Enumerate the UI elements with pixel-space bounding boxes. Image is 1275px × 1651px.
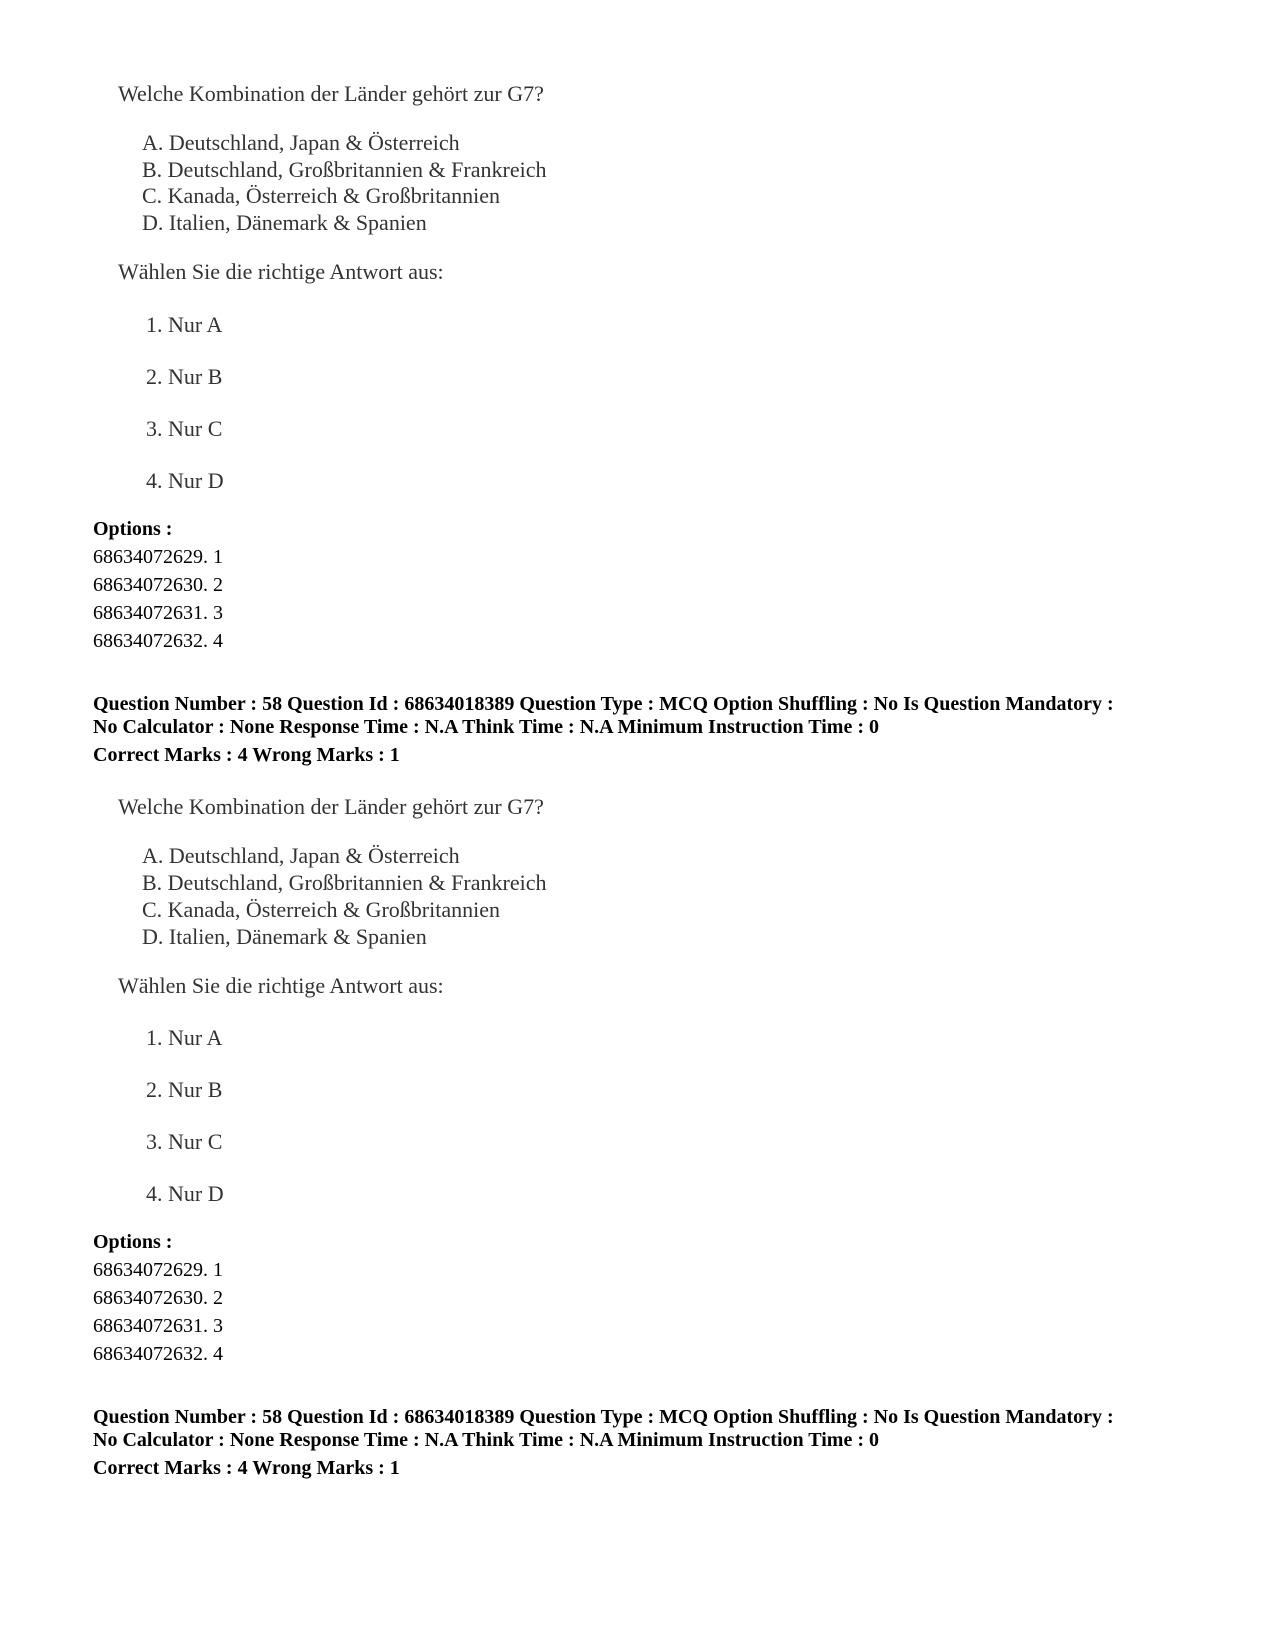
question-text: Welche Kombination der Länder gehört zur G7?: [118, 81, 544, 106]
option-item: 68634072629. 1: [93, 1259, 223, 1281]
option-item: 68634072632. 4: [93, 630, 223, 652]
choice-4: 4. Nur D: [146, 468, 224, 493]
choice-3: 3. Nur C: [146, 416, 223, 441]
question-meta-line: No Calculator : None Response Time : N.A Think Time : N.A Minimum Instruction Time : 0: [93, 1429, 879, 1451]
statement-b: B. Deutschland, Großbritannien & Frankreich: [142, 870, 547, 895]
options-heading: Options :: [93, 1231, 173, 1253]
answer-prompt: Wählen Sie die richtige Antwort aus:: [118, 973, 444, 998]
choice-1: 1. Nur A: [146, 312, 223, 337]
option-item: 68634072632. 4: [93, 1343, 223, 1365]
statement-a: A. Deutschland, Japan & Österreich: [142, 843, 460, 868]
statement-d: D. Italien, Dänemark & Spanien: [142, 210, 427, 235]
statement-a: A. Deutschland, Japan & Österreich: [142, 130, 460, 155]
option-item: 68634072631. 3: [93, 602, 223, 624]
question-text: Welche Kombination der Länder gehört zur G7?: [118, 794, 544, 819]
statement-b: B. Deutschland, Großbritannien & Frankreich: [142, 157, 547, 182]
options-heading: Options :: [93, 518, 173, 540]
marks-line: Correct Marks : 4 Wrong Marks : 1: [93, 1457, 400, 1479]
option-item: 68634072630. 2: [93, 1287, 223, 1309]
option-item: 68634072630. 2: [93, 574, 223, 596]
answer-prompt: Wählen Sie die richtige Antwort aus:: [118, 259, 444, 284]
option-item: 68634072631. 3: [93, 1315, 223, 1337]
question-meta-line: No Calculator : None Response Time : N.A Think Time : N.A Minimum Instruction Time : 0: [93, 716, 879, 738]
marks-line: Correct Marks : 4 Wrong Marks : 1: [93, 744, 400, 766]
statement-d: D. Italien, Dänemark & Spanien: [142, 924, 427, 949]
statement-c: C. Kanada, Österreich & Großbritannien: [142, 897, 500, 922]
choice-3: 3. Nur C: [146, 1129, 223, 1154]
choice-4: 4. Nur D: [146, 1181, 224, 1206]
option-item: 68634072629. 1: [93, 546, 223, 568]
question-meta-line: Question Number : 58 Question Id : 68634018389 Question Type : MCQ Option Shuffling : No Is Question Mandatory :: [93, 1406, 1114, 1428]
question-meta-line: Question Number : 58 Question Id : 68634018389 Question Type : MCQ Option Shuffling : No Is Question Mandatory :: [93, 693, 1114, 715]
choice-2: 2. Nur B: [146, 364, 223, 389]
choice-1: 1. Nur A: [146, 1025, 223, 1050]
statement-c: C. Kanada, Österreich & Großbritannien: [142, 183, 500, 208]
choice-2: 2. Nur B: [146, 1077, 223, 1102]
